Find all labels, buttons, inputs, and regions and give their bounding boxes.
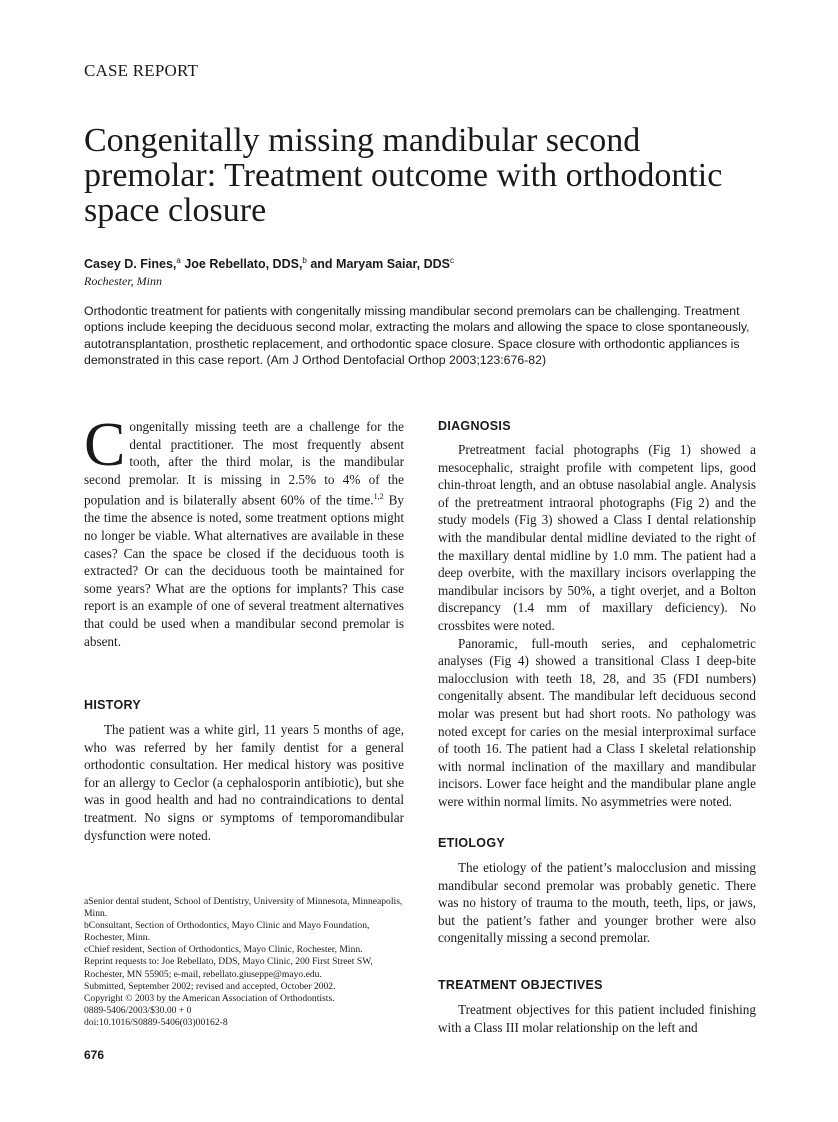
footnote-a: aSenior dental student, School of Dentistry, University of Minnesota, Minneapolis, Minn. (84, 896, 403, 920)
etiology-section (438, 836, 756, 947)
submission-dates: Submitted, September 2002; revised and accepted, October 2002. (84, 980, 336, 992)
intro-paragraph (84, 411, 404, 650)
page-number: 676 (84, 1048, 105, 1062)
drop-cap: C (84, 411, 126, 479)
history-heading: HISTORY (84, 698, 141, 712)
article-title: Congenitally missing mandibular second premolar: Treatment outcome with orthodontic space closure (84, 122, 723, 229)
footnotes (84, 896, 406, 1029)
etiology-paragraph: The etiology of the patient’s malocclusion and missing mandibular second premolar was probably genetic. There was no history of trauma to the mouth, teeth, lips, or jaws, but the patient’s father and younger brother were also congenitally missing a second premolar. (438, 860, 756, 946)
intro-text: ongenitally missing teeth are a challenge for the dental practitioner. The most frequently absent tooth, after the third molar, is the mandibular second premolar. It is missing in 2.5% to 4% of the population and is bilaterally absent 60% of the time. (84, 419, 404, 508)
issn: 0889-5406/2003/$30.00 + 0 (84, 1004, 192, 1016)
affiliation-marker: c (450, 256, 454, 265)
affiliation-marker: b (302, 256, 307, 265)
section-label: CASE REPORT (84, 61, 199, 80)
doi: doi:10.1016/S0889-5406(03)00162-8 (84, 1016, 228, 1028)
history-paragraph: The patient was a white girl, 11 years 5 months of age, who was referred by her family dentist for a general orthodontic consultation. Her medical history was positive for an allergy to Ceclor (a cephalosporin antibiotic), but she was in good health and had no contraindications to dental treatment. No signs or symptoms of temporomandibular dysfunction were noted. (84, 722, 404, 843)
treatment-objectives-section (438, 978, 756, 1036)
history-section (84, 698, 404, 844)
abstract: Orthodontic treatment for patients with congenitally missing mandibular second premolars can be challenging. Treatment options include keeping the deciduous second molar, extracting the molars and allowing the space to close spontaneously, autotransplantation, prosthetic replacement, and orthodontic space closure. Space closure with orthodontic appliances is demonstrated in this case report. (Am J Orthod Dentofacial Orthop 2003;123:676-82) (84, 304, 750, 368)
diagnosis-section (438, 419, 756, 810)
treatment-objectives-heading: TREATMENT OBJECTIVES (438, 978, 603, 992)
diagnosis-heading: DIAGNOSIS (438, 419, 511, 433)
treatment-objectives-paragraph: Treatment objectives for this patient included finishing with a Class III molar relationship on the left and (438, 1002, 756, 1035)
affiliation-marker: a (176, 256, 181, 265)
intro-section (84, 411, 404, 650)
author-location: Rochester, Minn (84, 274, 162, 288)
author-name: Casey D. Fines, (84, 257, 177, 272)
reprint-requests: Reprint requests to: Joe Rebellato, DDS, Mayo Clinic, 200 First Street SW, Rochester, MN 55905; e-mail, rebellato.giuseppe@mayo.edu. (84, 956, 373, 980)
footnote-b: bConsultant, Section of Orthodontics, Mayo Clinic and Mayo Foundation, Rochester, Minn. (84, 920, 370, 944)
footnote-c: cChief resident, Section of Orthodontics, Mayo Clinic, Rochester, Minn. (84, 944, 363, 956)
diagnosis-paragraph: Pretreatment facial photographs (Fig 1) showed a mesocephalic, straight profile with competent lips, good chin-throat length, and an obtuse nasolabial angle. Analysis of the pretreatment intraoral photographs (Fig 2) and the study models (Fig 3) showed a Class I dental relationship with the mandibular dental midline deviated to the right of the maxillary dental midline by 1.0 mm. The patient had a deep overbite, with the maxillary incisors overlapping the mandibular incisors by 50%, a tight overjet, and a Bolton discrepancy (1.4 mm of maxillary deficiency). No crossbites were noted. (438, 442, 756, 633)
copyright: Copyright © 2003 by the American Association of Orthodontists. (84, 992, 335, 1004)
author-list (84, 256, 454, 271)
reference-marker: 1,2 (373, 492, 384, 502)
etiology-heading: ETIOLOGY (438, 836, 505, 850)
intro-text-continued: By the time the absence is noted, some treatment options might no longer be viable. What alternatives are available in these cases? Can the space be closed if the deciduous tooth is extracted? Or can the deciduous tooth be maintained for some years? What are the options for implants? This case report is an example of one of several treatment alternatives that could be used when a mandibular second premolar is absent. (84, 492, 404, 649)
diagnosis-paragraph: Panoramic, full-mouth series, and cephalometric analyses (Fig 4) showed a transitional Class I deep-bite malocclusion with teeth 18, 28, and 35 (FDI numbers) congenitally absent. The mandibular left deciduous second molar was present but had short roots. No pathology was noted except for caries on the mesial interproximal surface of tooth 16. The patient had a Class I skeletal relationship with normal inclination of the maxillary and mandibular incisors. Lower face height and the mandibular plane angle were within normal limits. No asymmetries were noted. (438, 635, 756, 809)
author-name: Joe Rebellato, DDS, (180, 257, 303, 272)
author-name: and Maryam Saiar, DDS (306, 257, 450, 272)
